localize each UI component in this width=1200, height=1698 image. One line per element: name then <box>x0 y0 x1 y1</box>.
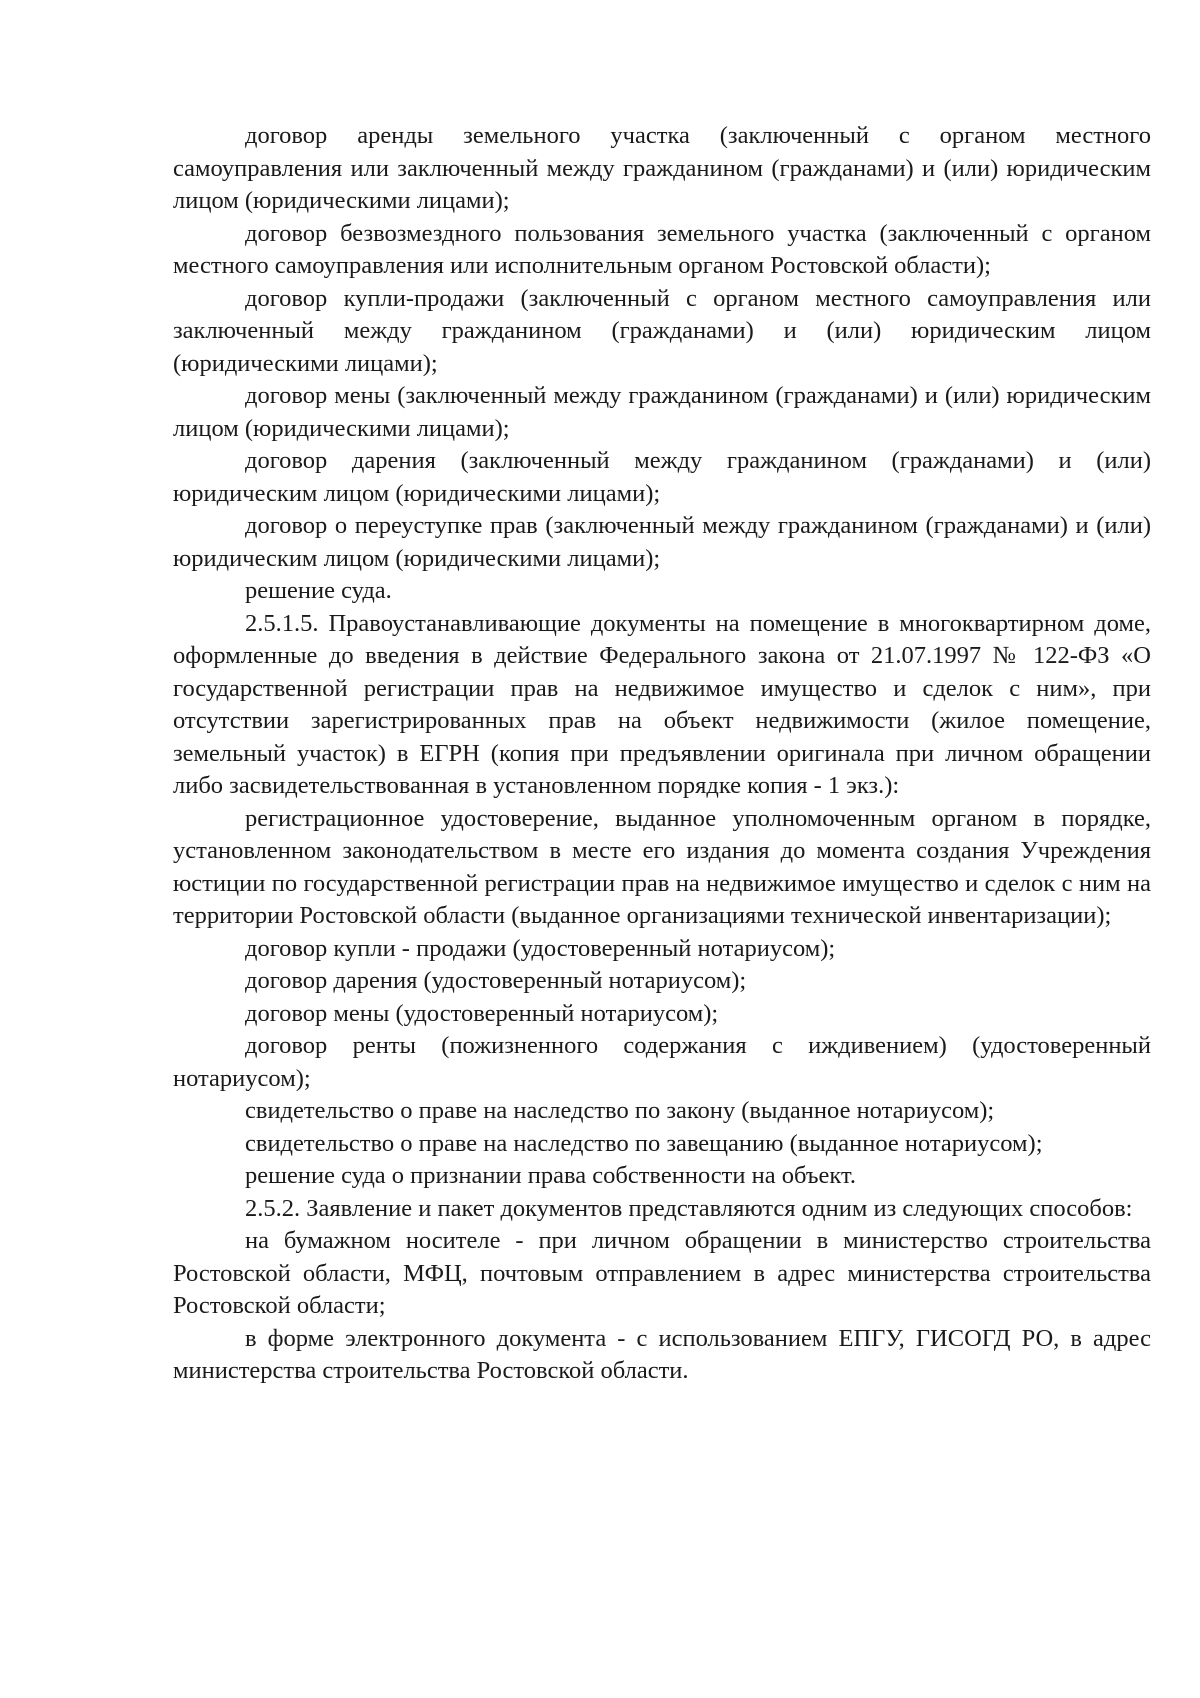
paragraph-court-decision: решение суда. <box>245 577 392 604</box>
paragraph-inheritance-by-will: свидетельство о праве на наследство по завещанию (выданное нотариусом); <box>245 1129 1043 1157</box>
paragraph-free-use-agreement: договор безвозмездного пользования земельного участка (заключенный с органом местного самоуправления или исполнительным органом Ростовской области); <box>173 219 1151 279</box>
paragraph-section-2-5-2: 2.5.2. Заявление и пакет документов представляются одним из следующих способов: <box>245 1194 1133 1222</box>
paragraph-notarized-gift: договор дарения (удостоверенный нотариусом); <box>245 967 747 994</box>
paragraph-notarized-purchase: договор купли - продажи (удостоверенный нотариусом); <box>245 934 836 962</box>
document-page <box>173 120 1151 1388</box>
paragraph-gift-agreement: договор дарения (заключенный между гражданином (гражданами) и (или) юридическим лицом (юридическими лицами); <box>173 447 1151 507</box>
paragraph-assignment-agreement: договор о переуступке прав (заключенный между гражданином (гражданами) и (или) юридическим лицом (юридическими лицами); <box>173 512 1151 572</box>
paragraph-purchase-agreement: договор купли-продажи (заключенный с органом местного самоуправления или заключенный между гражданином (гражданами) и (или) юридическим лицом (юридическими лицами); <box>173 284 1151 377</box>
paragraph-ownership-court-decision: решение суда о признании права собственности на объект. <box>245 1162 856 1189</box>
paragraph-electronic-submission: в форме электронного документа - с использованием ЕПГУ, ГИСОГД РО, в адрес министерства строительства Ростовской области. <box>173 1324 1151 1384</box>
paragraph-exchange-agreement: договор мены (заключенный между гражданином (гражданами) и (или) юридическим лицом (юридическими лицами); <box>173 382 1151 442</box>
paragraph-inheritance-by-law: свидетельство о праве на наследство по закону (выданное нотариусом); <box>245 1097 995 1124</box>
paragraph-registration-certificate: регистрационное удостоверение, выданное уполномоченным органом в порядке, установленном законодательством в месте его издания до момента создания Учреждения юстиции по государственной регистрации прав на недвижимое имущество и сделок с ним на территории Ростовской области (выданное организациями технической инвентаризации); <box>173 804 1151 929</box>
paragraph-notarized-exchange: договор мены (удостоверенный нотариусом); <box>245 999 719 1027</box>
paragraph-lease-agreement: договор аренды земельного участка (заключенный с органом местного самоуправления или заключенный между гражданином (гражданами) и (или) юридическим лицом (юридическими лицами); <box>173 122 1151 214</box>
paragraph-notarized-annuity: договор ренты (пожизненного содержания с иждивением) (удостоверенный нотариусом); <box>173 1032 1151 1092</box>
paragraph-paper-submission: на бумажном носителе - при личном обращении в министерство строительства Ростовской области, МФЦ, почтовым отправлением в адрес министерства строительства Ростовской области; <box>173 1227 1151 1319</box>
paragraph-section-2-5-1-5: 2.5.1.5. Правоустанавливающие документы на помещение в многоквартирном доме, оформленные до введения в действие Федерального закона от 21.07.1997 № 122-ФЗ «О государственной регистрации прав на недвижимое имущество и сделок с ним», при отсутствии зарегистрированных прав на объект недвижимости (жилое помещение, земельный участок) в ЕГРН (копия при предъявлении оригинала при личном обращении либо засвидетельствованная в установленном порядке копия - 1 экз.): <box>173 609 1151 799</box>
